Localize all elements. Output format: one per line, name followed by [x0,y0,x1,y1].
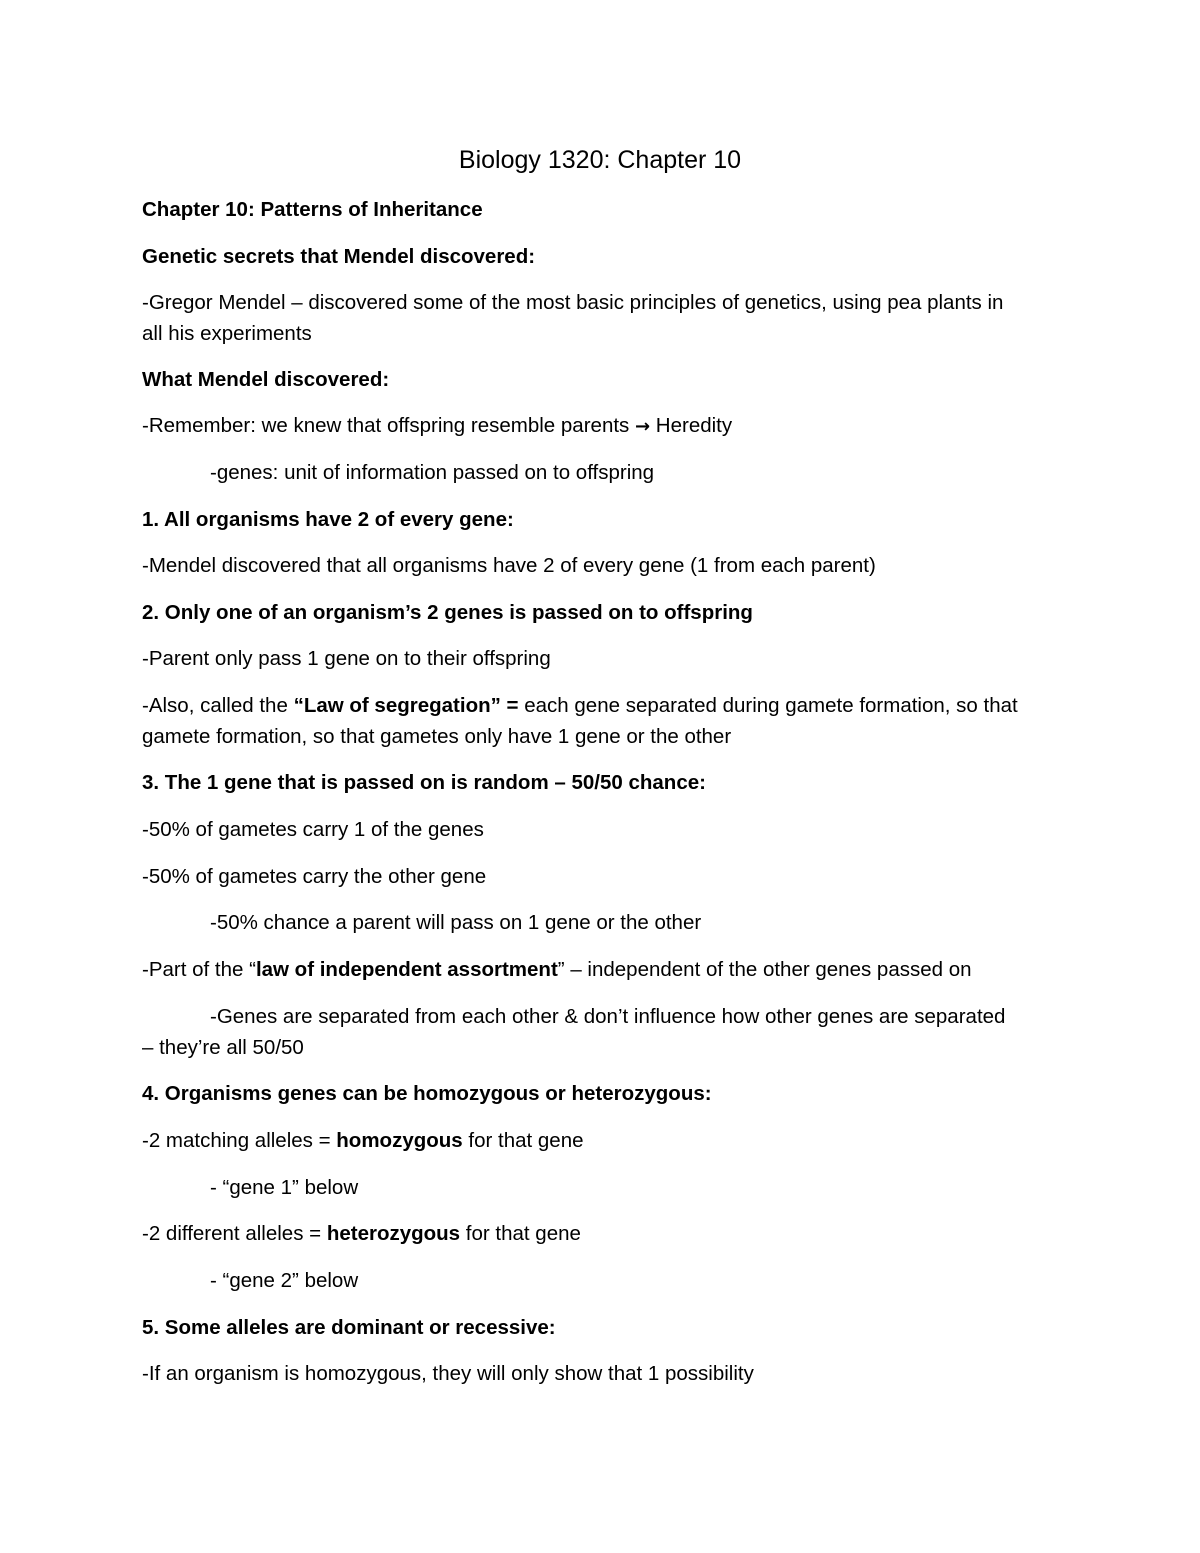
homozygous-prefix: -2 matching alleles = [142,1129,337,1152]
law-of-segregation-line-2: gamete formation, so that gametes only have 1 gene or the other [142,725,732,748]
gregor-line-1: -Gregor Mendel – discovered some of the most basic principles of genetics, using pea plants in [142,291,1004,314]
point-3-line-a: -50% of gametes carry 1 of the genes [142,818,484,841]
point-1-heading [142,504,1062,535]
genes-separated-line-2: – they’re all 50/50 [142,1036,304,1059]
document-title: Biology 1320: Chapter 10 [458,146,742,174]
law-of-segregation-paragraph [142,690,1062,752]
point-1-text: -Mendel discovered that all organisms have 2 of every gene (1 from each parent) [142,554,876,577]
point-1-heading-text: 1. All organisms have 2 of every gene: [142,508,514,531]
chapter-heading-text: Chapter 10: Patterns of Inheritance [142,198,483,221]
law-suffix: each gene separated during gamete formation, so that [518,694,1018,717]
gene-1-note: - “gene 1” below [210,1176,359,1199]
remember-suffix: Heredity [655,414,733,437]
point-3-heading [142,767,1062,798]
law-of-segregation-line-1 [142,690,1062,721]
homozygous-line [142,1125,1062,1156]
genes-separated-line-1: -Genes are separated from each other & don’t influence how other genes are separated [210,1005,1006,1028]
point-3-line-c: -50% chance a parent will pass on 1 gene or the other [210,911,702,934]
point-5-heading [142,1312,1062,1343]
heterozygous-prefix: -2 different alleles = [142,1222,327,1245]
remember-line [142,410,1062,442]
right-arrow-icon: → [635,416,651,437]
homozygous-suffix: for that gene [462,1129,584,1152]
point-3-line-b: -50% of gametes carry the other gene [142,865,487,888]
section-heading-what-discovered-text: What Mendel discovered: [142,368,390,391]
point-5-heading-text: 5. Some alleles are dominant or recessive: [142,1316,556,1339]
chapter-heading [142,194,1062,225]
point-5-text: -If an organism is homozygous, they will only show that 1 possibility [142,1362,754,1385]
independent-assortment-line [142,954,1062,985]
homozygous-term: homozygous [336,1129,463,1152]
point-3-heading-text: 3. The 1 gene that is passed on is random – 50/50 chance: [142,771,706,794]
point-4-heading-text: 4. Organisms genes can be homozygous or heterozygous: [142,1082,712,1105]
law-of-segregation-term: “Law of segregation” = [293,694,519,717]
section-heading-genetic-secrets [142,241,1062,272]
section-heading-what-discovered [142,364,1062,395]
genes-definition: -genes: unit of information passed on to offspring [210,461,655,484]
gregor-mendel-paragraph [142,287,1062,349]
remember-prefix: -Remember: we knew that offspring resemble parents [142,414,630,437]
point-2-heading [142,597,1062,628]
law-prefix: -Also, called the [142,694,294,717]
point-2-text: -Parent only pass 1 gene on to their offspring [142,647,551,670]
point-2-heading-text: 2. Only one of an organism’s 2 genes is passed on to offspring [142,601,753,624]
gregor-line-2: all his experiments [142,322,312,345]
heterozygous-term: heterozygous [326,1222,461,1245]
genes-separated-paragraph [142,1001,1062,1063]
gene-2-note: - “gene 2” below [210,1269,359,1292]
point-4-heading [142,1078,1062,1109]
independent-assortment-term: law of independent assortment [255,958,558,981]
heterozygous-line [142,1218,1062,1249]
section-heading-genetic-secrets-text: Genetic secrets that Mendel discovered: [142,245,536,268]
heterozygous-suffix: for that gene [460,1222,581,1245]
independent-suffix: ” – independent of the other genes passed on [557,958,972,981]
independent-prefix: -Part of the “ [142,958,256,981]
